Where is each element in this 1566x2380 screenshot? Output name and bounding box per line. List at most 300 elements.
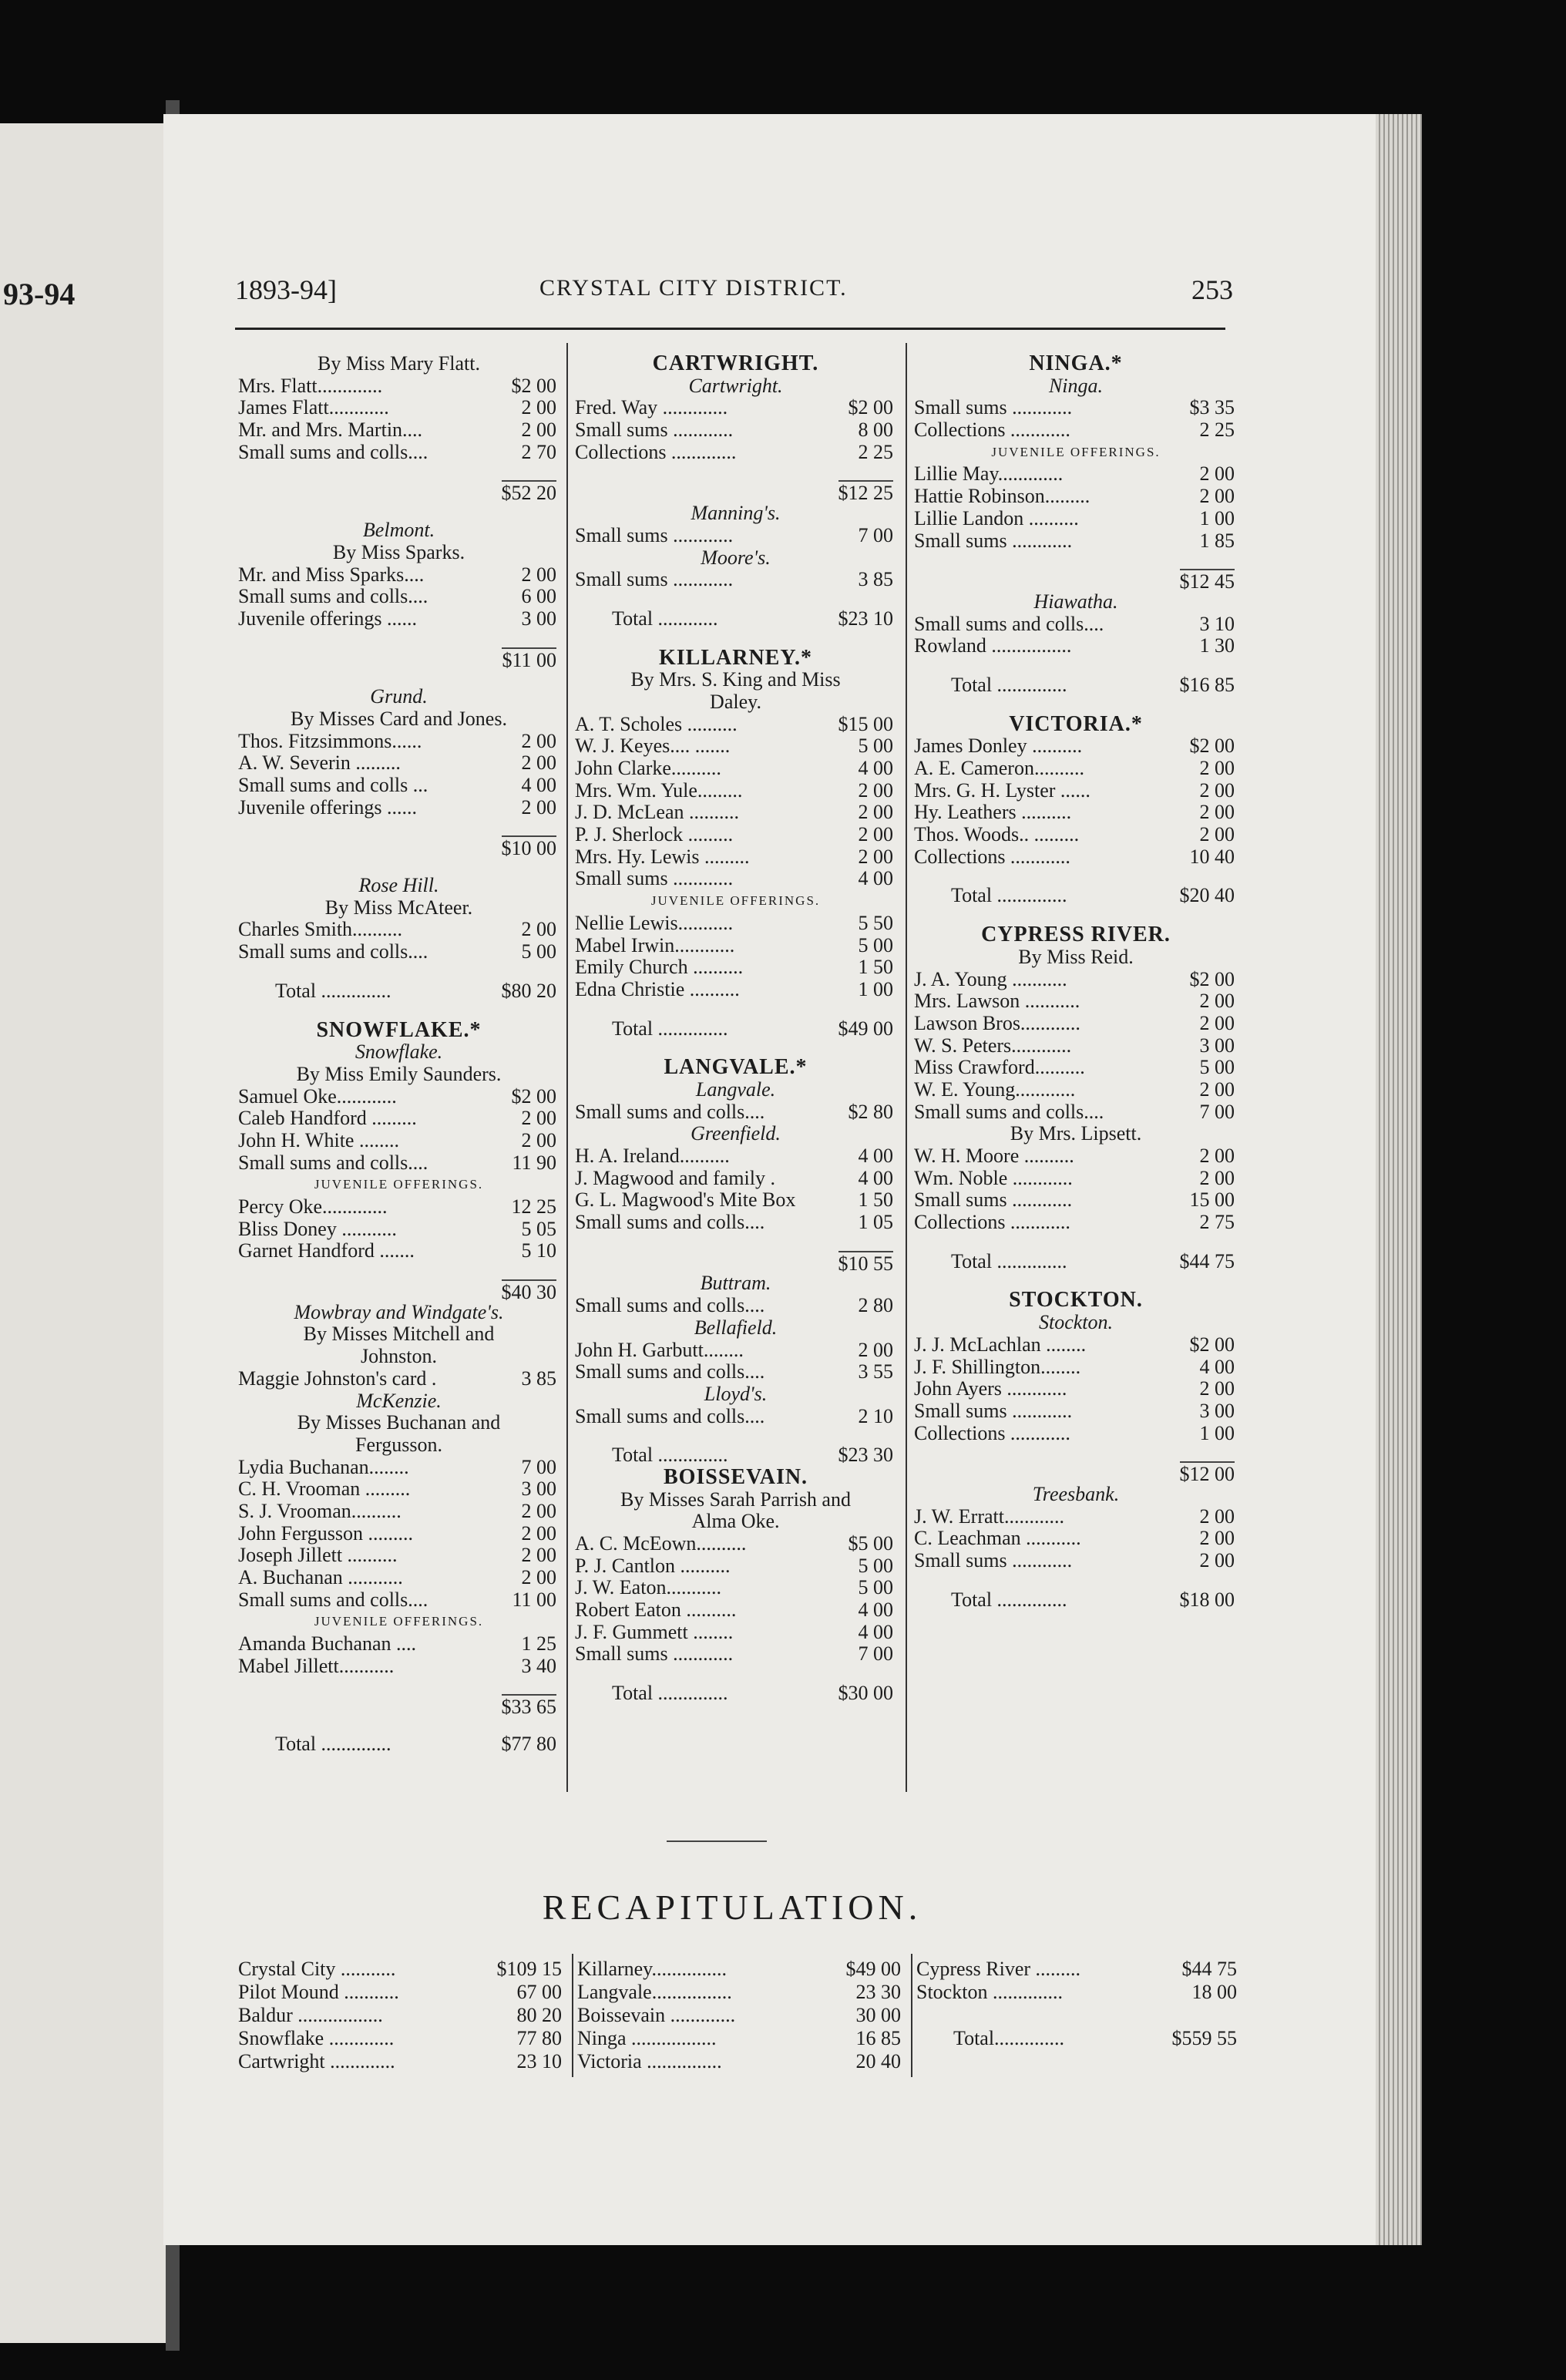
entry-amount: 5 10 — [521, 1239, 556, 1262]
place-heading: Belmont. — [362, 519, 435, 542]
collector-line: Fergusson. — [355, 1433, 442, 1456]
entry-name: A. E. Cameron.......... — [914, 757, 1084, 779]
entry-name: S. J. Vrooman.......... — [238, 1499, 402, 1522]
collector-line: By Misses Mitchell and — [303, 1323, 495, 1346]
entry-row — [911, 1035, 1241, 1057]
entry-name: Small sums ............ — [914, 1188, 1073, 1212]
spacer — [572, 1234, 899, 1251]
entry-row — [911, 1423, 1241, 1445]
entry-row — [572, 758, 899, 780]
entry-amount: 2 00 — [858, 1338, 893, 1361]
entry-row — [911, 635, 1241, 657]
entry-name: Small sums and colls.... — [238, 585, 428, 608]
entry-row — [911, 990, 1241, 1013]
entry-amount: $20 40 — [1179, 884, 1235, 907]
entry-row — [574, 2027, 907, 2050]
district-heading: LANGVALE.* — [664, 1055, 808, 1080]
entry-name: Maggie Johnston's card . — [238, 1366, 437, 1390]
entry-name: Collections ............ — [914, 845, 1070, 868]
recapitulation-title: RECAPITULATION. — [542, 1888, 922, 1927]
entry-amount: 2 00 — [521, 918, 556, 941]
subtotal-row — [235, 647, 563, 670]
entry-row — [235, 731, 563, 753]
total-row — [235, 980, 563, 1003]
spacer — [235, 503, 563, 519]
entry-amount: 3 55 — [858, 1360, 893, 1383]
entry-amount: 5 00 — [858, 1576, 893, 1599]
entry-row — [572, 913, 899, 935]
spacer — [911, 1572, 1241, 1589]
entry-row — [911, 1168, 1241, 1190]
column-3 — [911, 353, 1241, 1611]
entry-amount: 15 00 — [1189, 1188, 1235, 1212]
entry-name: Snowflake ............. — [238, 2027, 395, 2049]
entry-name: Mrs. Lawson ........... — [914, 990, 1080, 1013]
spacer — [572, 1040, 899, 1057]
entry-row — [235, 1108, 563, 1130]
entry-row — [572, 419, 899, 442]
entry-amount: 2 00 — [1199, 1504, 1235, 1528]
entry-amount: 2 00 — [521, 396, 556, 419]
recap-column-1 — [235, 1958, 568, 2073]
entry-name: Small sums and colls.... — [575, 1360, 765, 1383]
entry-row — [572, 979, 899, 1001]
entry-row — [911, 1079, 1241, 1101]
entry-amount: 23 10 — [516, 2050, 562, 2072]
entry-amount: $12 00 — [1179, 1463, 1235, 1486]
entry-amount: 2 00 — [1199, 1011, 1235, 1034]
entry-amount: 3 40 — [521, 1654, 556, 1677]
entry-amount: 2 00 — [1199, 1077, 1235, 1101]
subtotal-row — [235, 835, 563, 858]
entry-amount: 1 00 — [858, 977, 893, 1000]
entry-row — [235, 608, 563, 630]
entry-name: Crystal City ........... — [238, 1958, 396, 1980]
spacer — [235, 630, 563, 647]
spacer — [911, 657, 1241, 674]
entry-amount: 6 00 — [521, 585, 556, 608]
entry-name: Total .............. — [951, 1588, 1067, 1611]
entry-row — [235, 375, 563, 398]
entry-name: Small sums and colls.... — [914, 1100, 1104, 1123]
entry-row — [235, 775, 563, 797]
entry-amount: 2 00 — [521, 1521, 556, 1545]
entry-name: Small sums and colls.... — [575, 1294, 765, 1317]
entry-row — [235, 1478, 563, 1501]
entry-amount: 23 30 — [855, 1981, 901, 2003]
entry-name: James Flatt............ — [238, 396, 389, 419]
entry-name: Emily Church .......... — [575, 956, 744, 979]
entry-amount: 5 50 — [858, 911, 893, 934]
entry-row — [572, 1295, 899, 1317]
entry-row — [235, 397, 563, 419]
collector-line: By Misses Buchanan and — [297, 1411, 501, 1434]
entry-row — [572, 935, 899, 957]
spacer — [572, 1001, 899, 1018]
entry-amount: $16 85 — [1179, 673, 1235, 696]
entry-name: J. W. Eaton........... — [575, 1576, 721, 1599]
entry-amount: 2 00 — [1199, 801, 1235, 824]
spacer — [235, 1262, 563, 1279]
entry-amount: $49 00 — [845, 1958, 901, 1980]
entry-amount: 2 00 — [858, 823, 893, 846]
spacer — [911, 1234, 1241, 1251]
entry-amount: 4 00 — [858, 1620, 893, 1643]
entry-amount: $2 00 — [1189, 735, 1235, 758]
entry-name: Small sums ............ — [575, 568, 734, 591]
entry-amount: $15 00 — [838, 712, 893, 735]
header-title: CRYSTAL CITY DISTRICT. — [539, 275, 848, 301]
entry-amount: $18 00 — [1179, 1588, 1235, 1611]
entry-row — [911, 1057, 1241, 1079]
entry-name: John Clarke.......... — [575, 757, 721, 779]
entry-amount: $2 00 — [511, 1084, 556, 1108]
place-heading: Mowbray and Windgate's. — [294, 1300, 504, 1323]
entry-amount: 2 00 — [521, 1566, 556, 1588]
entry-name: J. Magwood and family . — [575, 1166, 775, 1189]
page-number: 253 — [1191, 274, 1233, 305]
entry-amount: $33 65 — [501, 1696, 556, 1719]
entry-name: Small sums ............ — [914, 396, 1073, 419]
entry-row — [574, 1981, 907, 2004]
place-heading: Bellafield. — [694, 1316, 778, 1339]
entry-amount: 2 00 — [858, 801, 893, 824]
entry-name: Mr. and Miss Sparks.... — [238, 563, 425, 586]
entry-row — [913, 1958, 1243, 1981]
entry-row — [911, 735, 1241, 758]
place-heading: Lloyd's. — [704, 1382, 768, 1405]
district-heading: CARTWRIGHT. — [652, 351, 819, 375]
spacer — [911, 1444, 1241, 1461]
total-row — [911, 885, 1241, 907]
place-heading: Ninga. — [1048, 374, 1104, 397]
entry-amount: 7 00 — [858, 523, 893, 546]
entry-name: Mrs. G. H. Lyster ...... — [914, 778, 1090, 802]
column-2 — [572, 353, 899, 1705]
entry-amount: 5 05 — [521, 1217, 556, 1240]
entry-name: A. C. McEown.......... — [575, 1532, 747, 1555]
entry-row — [572, 1577, 899, 1599]
place-heading: Buttram. — [700, 1272, 771, 1295]
entry-amount: 3 00 — [1199, 1034, 1235, 1057]
entry-name: Small sums and colls.... — [238, 940, 428, 963]
entry-amount: $49 00 — [838, 1017, 893, 1040]
entry-row — [235, 1368, 563, 1390]
entry-amount: 4 00 — [521, 774, 556, 796]
entry-name: A. T. Scholes .......... — [575, 712, 738, 735]
entry-row — [911, 969, 1241, 991]
entry-name: Thos. Fitzsimmons...... — [238, 729, 422, 752]
entry-amount: $109 15 — [496, 1958, 562, 1980]
entry-amount: 11 90 — [512, 1151, 556, 1174]
entry-row — [911, 780, 1241, 802]
entry-row — [911, 1334, 1241, 1356]
entry-row — [235, 586, 563, 608]
entry-amount: 7 00 — [521, 1455, 556, 1478]
entry-amount: 11 00 — [512, 1588, 556, 1611]
collector-line: Johnston. — [361, 1345, 437, 1368]
entry-name: P. J. Cantlon .......... — [575, 1554, 731, 1577]
entry-name: Total.............. — [953, 2027, 1065, 2049]
entry-row — [235, 1589, 563, 1612]
spacer — [235, 858, 563, 875]
column-1 — [235, 353, 563, 1756]
header-rule — [235, 328, 1225, 330]
spacer — [235, 1003, 563, 1020]
district-heading: BOISSEVAIN. — [663, 1464, 808, 1489]
subtotal-row — [911, 569, 1241, 591]
entry-amount: 7 00 — [1199, 1100, 1235, 1123]
column-rule — [572, 1954, 573, 2077]
entry-row — [572, 525, 899, 547]
entry-amount: 1 30 — [1199, 634, 1235, 657]
entry-amount: 20 40 — [855, 2050, 901, 2072]
entry-amount: 3 00 — [521, 607, 556, 630]
entry-amount: 2 00 — [1199, 1166, 1235, 1189]
entry-row — [235, 1958, 568, 1981]
entry-amount: $12 25 — [838, 482, 893, 505]
spacer — [572, 1427, 899, 1444]
place-heading: Langvale. — [695, 1077, 776, 1101]
subtotal-row — [235, 1694, 563, 1719]
entry-amount: 2 00 — [1199, 1549, 1235, 1572]
entry-amount: $10 00 — [501, 837, 556, 860]
entry-name: Collections ............. — [575, 440, 737, 463]
entry-name: Lillie May............. — [914, 462, 1064, 486]
entry-amount: $77 80 — [501, 1733, 556, 1756]
entry-amount: 2 00 — [521, 729, 556, 752]
entry-amount: 2 00 — [858, 778, 893, 802]
entry-name: Cartwright ............. — [238, 2050, 395, 2072]
entry-name: Small sums and colls.... — [575, 1100, 765, 1123]
entry-amount: 10 40 — [1189, 845, 1235, 868]
entry-row — [911, 846, 1241, 869]
entry-amount: 1 05 — [858, 1211, 893, 1234]
entry-row — [572, 1189, 899, 1212]
entry-row — [572, 1555, 899, 1578]
entry-amount: 2 00 — [1199, 1145, 1235, 1167]
entry-amount: 2 00 — [521, 419, 556, 442]
entry-amount: $2 00 — [1189, 1333, 1235, 1356]
entry-name: Mr. and Mrs. Martin.... — [238, 419, 423, 442]
entry-amount: 5 00 — [1199, 1056, 1235, 1079]
entry-row — [235, 1545, 563, 1567]
entry-amount: 2 00 — [1199, 485, 1235, 508]
collector-line: By Miss Emily Saunders. — [296, 1062, 502, 1085]
spacer — [911, 552, 1241, 569]
entry-name: P. J. Sherlock ......... — [575, 823, 734, 846]
entry-name: Juvenile offerings ...... — [238, 795, 418, 819]
entry-name: Total .............. — [612, 1017, 728, 1040]
entry-row — [911, 1356, 1241, 1379]
entry-row — [235, 1219, 563, 1241]
entry-row — [235, 1196, 563, 1219]
entry-name: J. D. McLean .......... — [575, 801, 740, 824]
entry-name: J. A. Young ........... — [914, 967, 1067, 990]
entry-row — [572, 442, 899, 464]
spacer — [911, 697, 1241, 714]
entry-amount: 1 00 — [1199, 506, 1235, 529]
entry-name: Total .............. — [951, 1249, 1067, 1272]
entry-row — [572, 1168, 899, 1190]
entry-row — [572, 397, 899, 419]
entry-row — [572, 1340, 899, 1362]
entry-amount: 4 00 — [1199, 1355, 1235, 1378]
entry-amount: 4 00 — [858, 1145, 893, 1167]
entry-name: Charles Smith.......... — [238, 918, 403, 941]
entry-row — [235, 1152, 563, 1175]
facing-page — [0, 123, 166, 2343]
entry-name: Lydia Buchanan........ — [238, 1455, 409, 1478]
total-row — [911, 1589, 1241, 1612]
entry-row — [572, 1622, 899, 1644]
spacer — [235, 669, 563, 686]
entry-name: J. F. Gummett ........ — [575, 1620, 734, 1643]
entry-row — [572, 1599, 899, 1622]
entry-amount: $40 30 — [501, 1281, 556, 1304]
entry-row — [235, 1567, 563, 1589]
entry-amount: $23 30 — [838, 1444, 893, 1467]
entry-row — [574, 2050, 907, 2073]
entry-amount: $12 45 — [1179, 570, 1235, 593]
spacer — [572, 630, 899, 647]
entry-row — [235, 752, 563, 775]
collector-line: By Mrs. Lipsett. — [1010, 1122, 1142, 1145]
entry-name: Stockton .............. — [916, 1981, 1063, 2003]
entry-row — [235, 1981, 568, 2004]
entry-row — [911, 613, 1241, 636]
total-row — [235, 1733, 563, 1756]
entry-row — [235, 797, 563, 819]
entry-name: J. W. Erratt............ — [914, 1504, 1064, 1528]
entry-amount: 2 00 — [521, 563, 556, 586]
entry-name: Ninga ................. — [577, 2027, 717, 2049]
entry-name: A. Buchanan ........... — [238, 1566, 403, 1588]
place-heading: Cartwright. — [688, 374, 783, 397]
entry-name: Garnet Handford ....... — [238, 1239, 415, 1262]
entry-name: Small sums and colls.... — [575, 1211, 765, 1234]
entry-name: Fred. Way ............. — [575, 396, 728, 419]
column-rule — [911, 1954, 912, 2077]
entry-name: Joseph Jillett .......... — [238, 1544, 398, 1567]
entry-row — [911, 1378, 1241, 1400]
entry-name: Langvale................ — [577, 1981, 732, 2003]
entry-name: Thos. Woods.. ......... — [914, 823, 1080, 846]
place-heading: Hiawatha. — [1033, 590, 1118, 613]
spacer — [235, 463, 563, 480]
place-heading: Rose Hill. — [358, 874, 439, 897]
entry-row — [574, 1958, 907, 1981]
entry-amount: 3 00 — [1199, 1399, 1235, 1422]
entry-amount: $2 00 — [848, 396, 893, 419]
entry-name: Lillie Landon .......... — [914, 506, 1079, 529]
place-heading: Snowflake. — [355, 1040, 443, 1064]
entry-amount: $80 20 — [501, 979, 556, 1002]
spacer — [911, 907, 1241, 924]
collector-line: By Miss Sparks. — [332, 540, 465, 563]
entry-amount: 2 10 — [858, 1404, 893, 1427]
entry-amount: 2 00 — [521, 795, 556, 819]
entry-name: Hattie Robinson......... — [914, 485, 1090, 508]
entry-name: Samuel Oke............ — [238, 1084, 397, 1108]
spacer — [911, 868, 1241, 885]
entry-name: Total .............. — [612, 1682, 728, 1705]
entry-row — [235, 919, 563, 941]
entry-amount: $5 00 — [848, 1532, 893, 1555]
entry-amount: $11 00 — [502, 648, 556, 671]
entry-name: Small sums ............ — [575, 419, 734, 442]
collector-line: By Miss Mary Flatt. — [318, 352, 480, 375]
total-row — [572, 1018, 899, 1040]
entry-row — [572, 735, 899, 758]
entry-amount: 12 25 — [511, 1195, 556, 1218]
entry-amount: 2 25 — [1199, 419, 1235, 442]
entry-name: Mrs. Hy. Lewis ......... — [575, 845, 750, 868]
entry-row — [572, 1643, 899, 1666]
entry-amount: 2 00 — [521, 1544, 556, 1567]
entry-row — [235, 941, 563, 963]
district-heading: KILLARNEY.* — [658, 645, 812, 670]
entry-name: Small sums ............ — [575, 523, 734, 546]
place-heading: Greenfield. — [691, 1122, 781, 1145]
entry-amount: 3 10 — [1199, 612, 1235, 635]
place-heading: Grund. — [370, 685, 428, 708]
district-heading: SNOWFLAKE.* — [316, 1017, 482, 1042]
spacer — [913, 2004, 1243, 2027]
entry-name: Collections ............ — [914, 1421, 1070, 1444]
collector-line: By Misses Sarah Parrish and — [620, 1488, 851, 1511]
entry-amount: 2 00 — [1199, 757, 1235, 779]
spacer — [572, 591, 899, 608]
entry-name: Collections ............ — [914, 419, 1070, 442]
entry-name: Total .............. — [275, 979, 392, 1002]
entry-name: A. W. Severin ......... — [238, 751, 401, 775]
subtotal-row — [572, 1251, 899, 1273]
entry-amount: 2 00 — [521, 1499, 556, 1522]
entry-name: W. H. Moore .......... — [914, 1145, 1074, 1167]
entry-amount: $44 75 — [1179, 1249, 1235, 1272]
entry-amount: $10 55 — [838, 1252, 893, 1275]
entry-name: Miss Crawford.......... — [914, 1056, 1085, 1079]
entry-name: Caleb Handford ......... — [238, 1107, 417, 1130]
entry-name: W. S. Peters............ — [914, 1034, 1072, 1057]
entry-amount: 2 25 — [858, 440, 893, 463]
subheading: JUVENILE OFFERINGS. — [991, 444, 1161, 459]
running-header — [235, 274, 1233, 311]
entry-amount: 5 00 — [858, 735, 893, 758]
entry-amount: 2 70 — [521, 440, 556, 463]
entry-row — [911, 1528, 1241, 1550]
entry-name: Total .............. — [275, 1733, 392, 1756]
entry-amount: 5 00 — [521, 940, 556, 963]
entry-name: Small sums and colls.... — [914, 612, 1104, 635]
entry-row — [235, 2027, 568, 2050]
spacer — [572, 463, 899, 480]
entry-row — [911, 1101, 1241, 1124]
entry-row — [911, 1145, 1241, 1168]
entry-name: John H. Garbutt........ — [575, 1338, 744, 1361]
entry-amount: 3 85 — [521, 1366, 556, 1390]
collector-line: By Miss Reid. — [1018, 945, 1134, 968]
entry-amount: 80 20 — [516, 2004, 562, 2026]
entry-amount: 5 00 — [858, 1554, 893, 1577]
entry-amount: 1 50 — [858, 1188, 893, 1212]
facing-page-heading: 93-94 — [3, 277, 76, 311]
spacer — [235, 819, 563, 835]
entry-row — [911, 1506, 1241, 1528]
entry-name: Total .............. — [612, 1444, 728, 1467]
entry-amount: 3 85 — [858, 568, 893, 591]
